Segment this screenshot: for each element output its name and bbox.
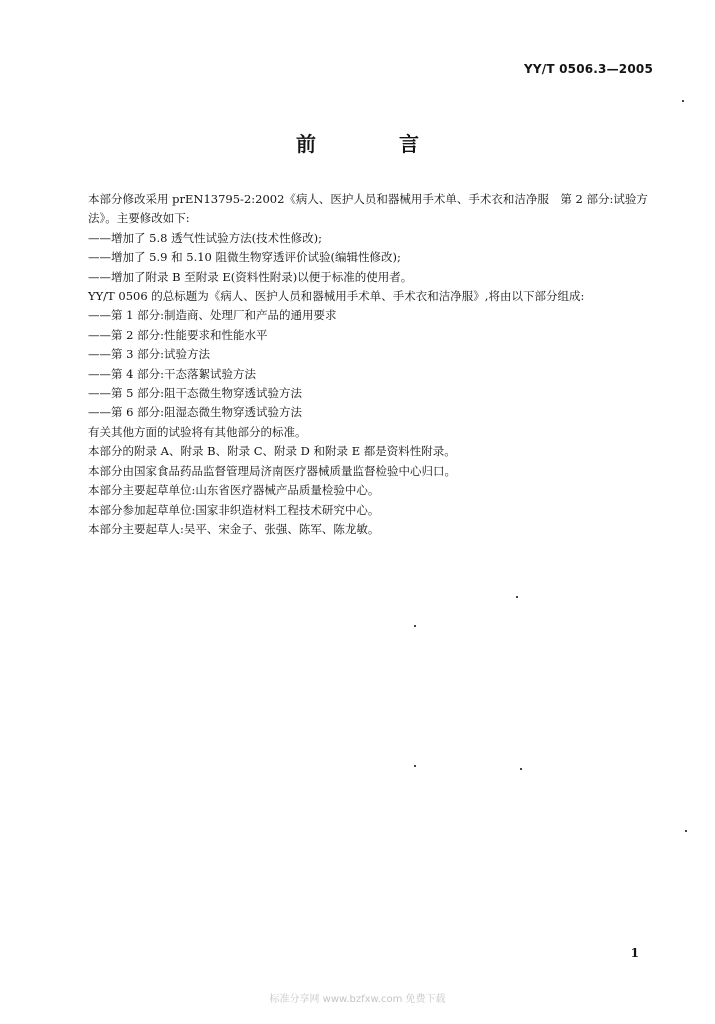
scan-speck: [685, 830, 687, 832]
list-item-part-1: ——第 1 部分:制造商、处理厂和产品的通用要求: [88, 308, 337, 323]
list-item-modification-2: ——增加了 5.9 和 5.10 阻微生物穿透评价试验(编辑性修改);: [88, 250, 401, 265]
list-item-part-4: ——第 4 部分:干态落絮试验方法: [88, 366, 257, 381]
page-title: 前 言: [296, 132, 457, 156]
list-item-part-6: ——第 6 部分:阻湿态微生物穿透试验方法: [88, 405, 303, 420]
paragraph-series-title: YY/T 0506 的总标题为《病人、医护人员和器械用手术单、手术衣和洁净服》,将由以下部分组成:: [88, 289, 585, 304]
paragraph-drafters: 本部分主要起草人:吴平、宋金子、张强、陈军、陈龙敏。: [88, 521, 380, 536]
scan-speck: [520, 768, 522, 770]
paragraph-centralized: 本部分由国家食品药品监督管理局济南医疗器械质量监督检验中心归口。: [88, 463, 456, 478]
foreword-body: [88, 190, 653, 539]
list-item-part-2: ——第 2 部分:性能要求和性能水平: [88, 327, 268, 342]
paragraph-intro: 本部分修改采用 prEN13795-2:2002《病人、医护人员和器械用手术单、手术衣和洁净服 第 2 部分:试验方法》。主要修改如下:: [88, 192, 648, 226]
paragraph-participating-org: 本部分参加起草单位:国家非织造材料工程技术研究中心。: [88, 502, 380, 517]
footer-watermark: 标准分享网 www.bzfxw.com 免费下载: [269, 994, 446, 1005]
page-number: 1: [630, 946, 639, 960]
scan-speck: [414, 625, 416, 627]
list-item-part-5: ——第 5 部分:阻干态微生物穿透试验方法: [88, 386, 303, 401]
scan-speck: [414, 765, 416, 767]
paragraph-other-parts: 有关其他方面的试验将有其他部分的标准。: [88, 424, 307, 439]
scan-speck: [682, 100, 684, 102]
paragraph-main-drafter-org: 本部分主要起草单位:山东省医疗器械产品质量检验中心。: [88, 483, 380, 498]
paragraph-annexes: 本部分的附录 A、附录 B、附录 C、附录 D 和附录 E 都是资料性附录。: [88, 444, 456, 459]
standard-code: YY/T 0506.3—2005: [523, 62, 653, 76]
list-item-modification-3: ——增加了附录 B 至附录 E(资料性附录)以便于标准的使用者。: [88, 269, 413, 284]
list-item-part-3: ——第 3 部分:试验方法: [88, 347, 211, 362]
scan-speck: [516, 596, 518, 598]
list-item-modification-1: ——增加了 5.8 透气性试验方法(技术性修改);: [88, 230, 322, 245]
